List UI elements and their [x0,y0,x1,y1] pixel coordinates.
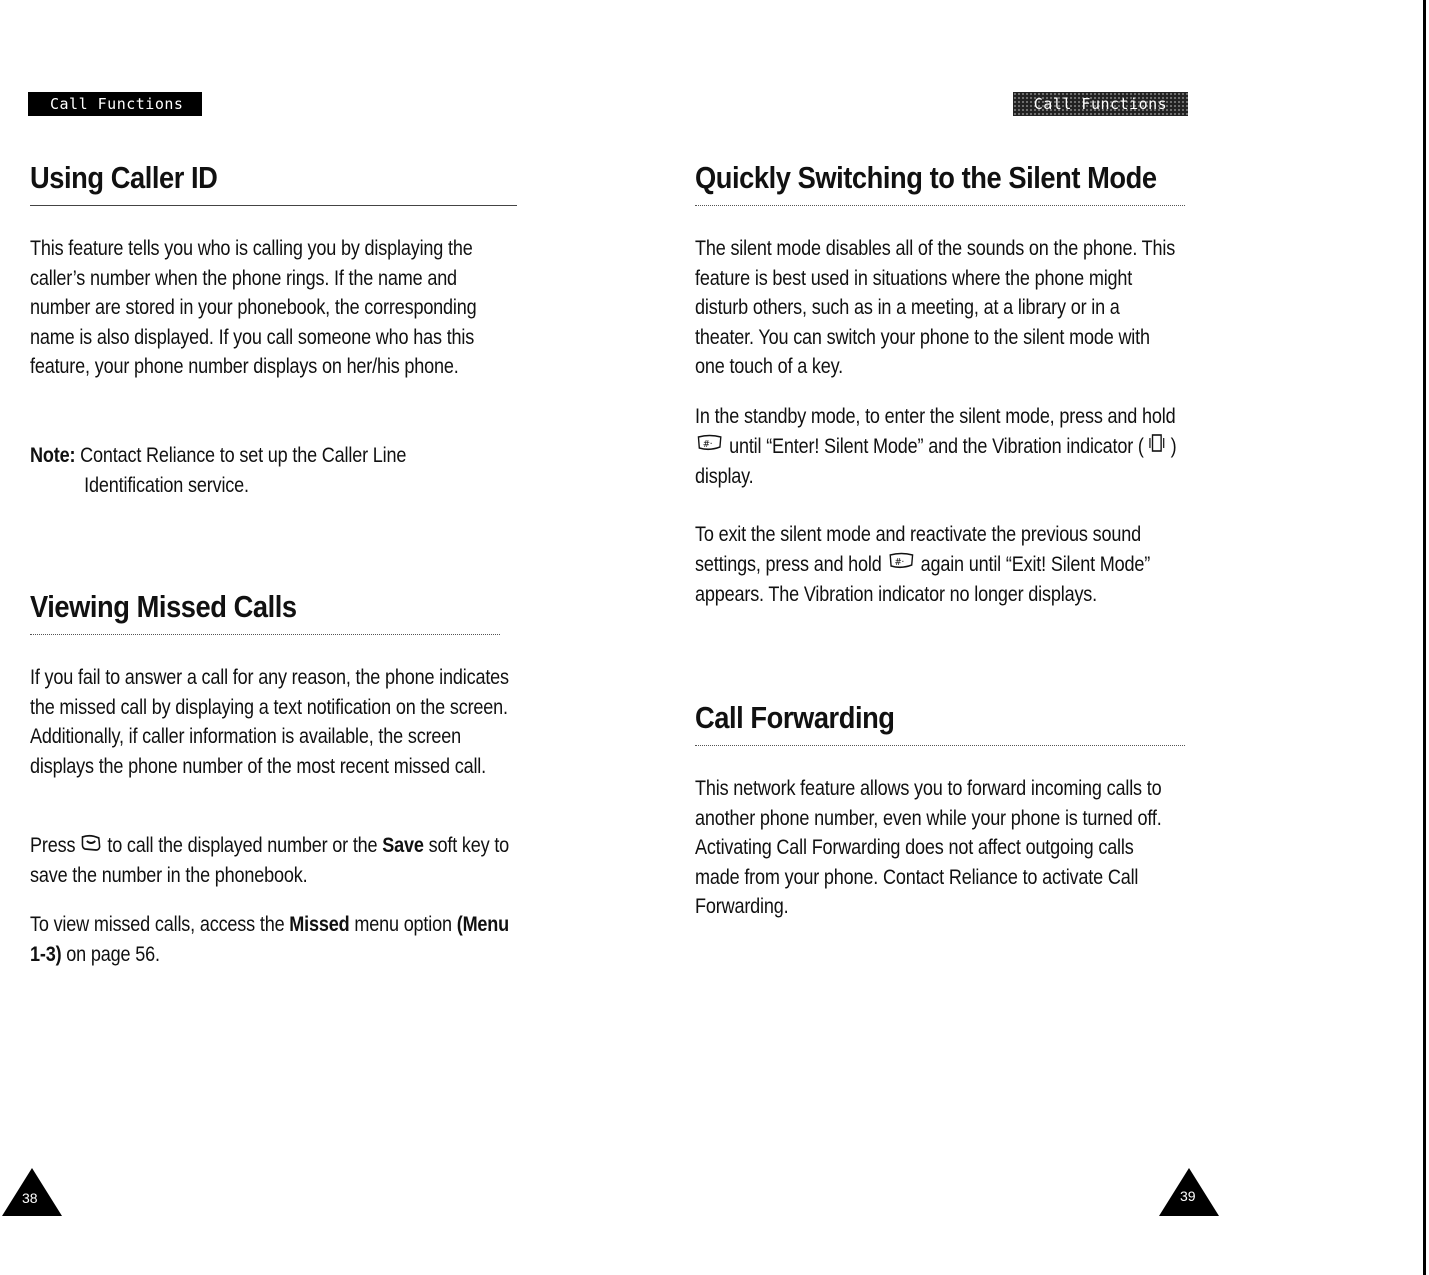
silent-p2-text-2: until “Enter! Silent Mode” and the Vibration indicator ( [729,434,1144,458]
pound-key-icon [695,432,724,462]
caller-id-note [30,441,512,500]
section-rule [30,205,517,206]
section-rule [695,205,1185,206]
page-number: 38 [22,1190,38,1206]
note-text-2: Identification service. [84,473,249,497]
section-title-caller-id: Using Caller ID [30,160,218,195]
view-text: To view missed calls, access the [30,913,285,936]
silent-paragraph-1: The silent mode disables all of the sounds on the phone. This feature is best used in situations where the phone might disturb others, such as in a meeting, at a library or in a theater. You can switch your phone to the silent mode with one touch of a key. [695,237,1176,379]
silent-p3-text-2: again until “Exit! Silent Mode” appears. The Vibration indicator no longer displays. [695,552,1151,606]
missed-calls-view [30,910,512,969]
view-text-2: menu option [354,913,452,936]
section-title-call-forwarding: Call Forwarding [695,700,895,735]
silent-p1 [695,234,1177,382]
svg-text:#·: #· [702,438,713,451]
forwarding-body [695,774,1177,922]
press-text-3: soft key to save the number in the phonebook. [30,834,510,888]
note-text: Contact Reliance to set up the Caller Line [80,444,407,467]
header-tab-left: Call Functions [28,92,202,116]
silent-p2-text: In the standby mode, to enter the silent mode, press and hold [695,405,1176,428]
section-title-missed-calls: Viewing Missed Calls [30,589,297,624]
save-softkey-label: Save [382,834,424,857]
missed-calls-body [30,663,512,781]
missed-menu-label: Missed [289,913,350,936]
silent-p3-text: To exit the silent mode and reactivate the previous sound settings, press and hold [695,523,1141,576]
silent-p2 [695,402,1177,492]
note-label: Note: [30,444,76,467]
press-text-2: to call the displayed number or the [107,834,378,857]
vibration-indicator-icon [1149,432,1166,463]
page-number: 39 [1180,1188,1196,1204]
section-rule [30,634,500,635]
view-text-3: on page 56. [66,942,160,966]
menu-reference: (Menu 1-3) [30,913,510,966]
press-text: Press [30,834,76,857]
missed-calls-press [30,831,512,891]
caller-id-body [30,234,512,382]
section-rule [695,745,1185,746]
section-title-silent-mode: Quickly Switching to the Silent Mode [695,160,1157,195]
send-key-icon [80,832,102,862]
missed-calls-paragraph: If you fail to answer a call for any reason, the phone indicates the missed call by displaying a text notification on the screen. Additionally, if caller information is available, the screen displays the phone number of the most recent missed call. [30,666,509,778]
silent-p3 [695,520,1177,609]
silent-p2-text-3: ) display. [695,434,1177,489]
right-page [695,0,1415,1275]
header-tab-right: Call Functions [1013,92,1188,116]
svg-text:#·: #· [894,556,904,569]
caller-id-paragraph: This feature tells you who is calling you by displaying the caller’s number when the phone rings. If the name and number are stored in your phonebook, the corresponding name is also displayed. If you call someone who has this feature, your phone number displays on her/his phone. [30,237,477,379]
forwarding-paragraph: This network feature allows you to forward incoming calls to another phone number, even while your phone is turned off. Activating Call Forwarding does not affect outgoing calls made from your phone. Contact Reliance to activate Call Forwarding. [695,777,1162,919]
page-edge-rule [1423,0,1426,1275]
pound-key-icon [886,550,915,580]
